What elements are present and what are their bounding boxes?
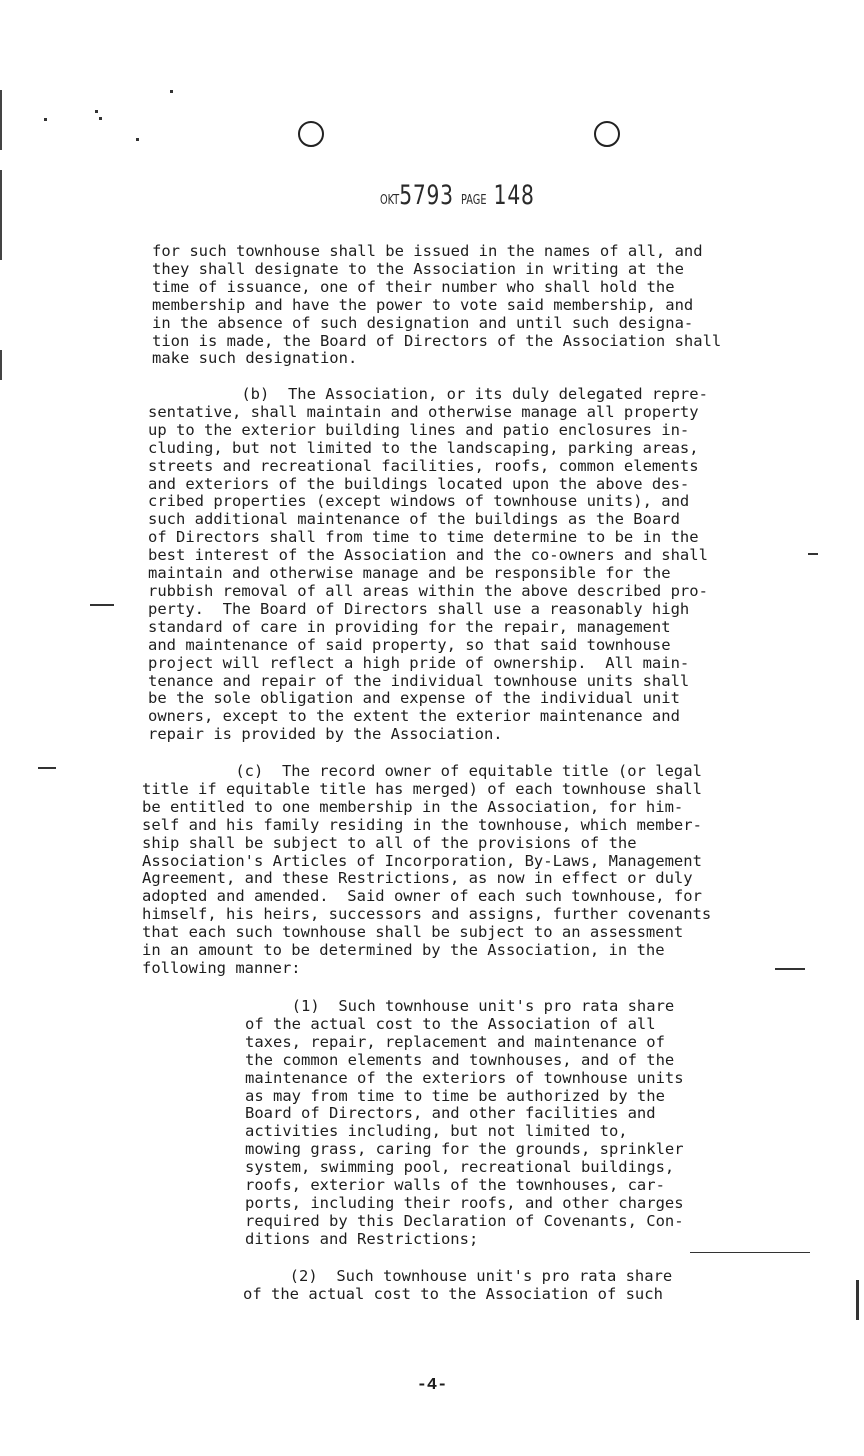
paragraph-c: (c) The record owner of equitable title (or legal title if equitable title has merged) of each townhouse shall be entitled to one membership in the Association, for him- self and his family residing in the townhouse, which member- ship shall be subject to all of the provisions of the Association's Articles of Incorporation, By-Laws, Management Agreement, and these Restrictions, as now in effect or duly adopted and amended. Said owner of each such townhouse, for himself, his heirs, successors and assigns, further covenants that each such townhouse shall be subject to an assessment in an amount to be determined by the Association, in the following manner: xyxy=(142,762,712,977)
scan-speck xyxy=(90,604,114,606)
scan-edge-mark xyxy=(0,170,2,260)
page-prefix: PAGE xyxy=(461,193,487,208)
scan-speck xyxy=(856,1280,859,1320)
page-number-footer: -4- xyxy=(416,1376,448,1395)
subparagraph-2: (2) Such townhouse unit's pro rata share of the actual cost to the Association of such xyxy=(243,1267,673,1303)
scan-edge-mark xyxy=(0,350,2,380)
scan-speck xyxy=(136,138,139,141)
scan-speck xyxy=(99,117,102,120)
punch-hole-left xyxy=(298,121,324,147)
paragraph-b: (b) The Association, or its duly delegated repre- sentative, shall maintain and otherwise manage all property up to the exterior building lines and patio enclosures in- cluding, but not limited to the landscaping, parking areas, streets and recreational facilities, roofs, common elements and exteriors of the buildings located upon the above des- cribed properties (except windows of townhouse units), and such additional maintenance of the buildings as the Board of Directors shall from time to time determine to be in the best interest of the Association and the co-owners and shall maintain and otherwise manage and be responsible for the rubbish removal of all areas within the above described pro- perty. The Board of Directors shall use a reasonably high standard of care in providing for the repair, management and maintenance of said property, so that said townhouse project will reflect a high pride of ownership. All main- tenance and repair of the individual townhouse units shall be the sole obligation and expense of the individual unit owners, except to the extent the exterior maintenance and repair is provided by the Association. xyxy=(148,385,708,744)
scan-speck xyxy=(38,767,56,769)
scan-edge-mark xyxy=(0,90,2,150)
book-number: 5793 xyxy=(399,180,454,211)
subparagraph-1: (1) Such townhouse unit's pro rata share of the actual cost to the Association of all taxes, repair, replacement and maintenance of the common elements and townhouses, and of the maintenance of the exteriors of townhouse units as may from time to time be authorized by the Board of Directors, and other facilities and activities including, but not limited to, mowing grass, caring for the grounds, sprinkler system, swimming pool, recreational buildings, roofs, exterior walls of the townhouses, car- ports, including their roofs, and other charges required by this Declaration of Covenants, Con- ditions and Restrictions; xyxy=(245,997,684,1248)
scan-speck xyxy=(775,968,805,970)
scan-speck xyxy=(690,1252,810,1253)
scan-speck xyxy=(808,553,818,555)
book-page-stamp xyxy=(380,180,535,211)
punch-hole-right xyxy=(594,121,620,147)
page-number-stamp: 148 xyxy=(493,180,535,211)
scan-speck xyxy=(170,90,173,93)
scan-speck xyxy=(44,118,47,121)
paragraph-continuation: for such townhouse shall be issued in the names of all, and they shall designate to the Association in writing at the time of issuance, one of their number who shall hold the membership and have the power to vote said membership, and in the absence of such designation and until such designa- tion is made, the Board of Directors of the Association shall make such designation. xyxy=(152,242,722,368)
scan-speck xyxy=(95,110,98,113)
book-prefix: OKT xyxy=(380,193,400,208)
